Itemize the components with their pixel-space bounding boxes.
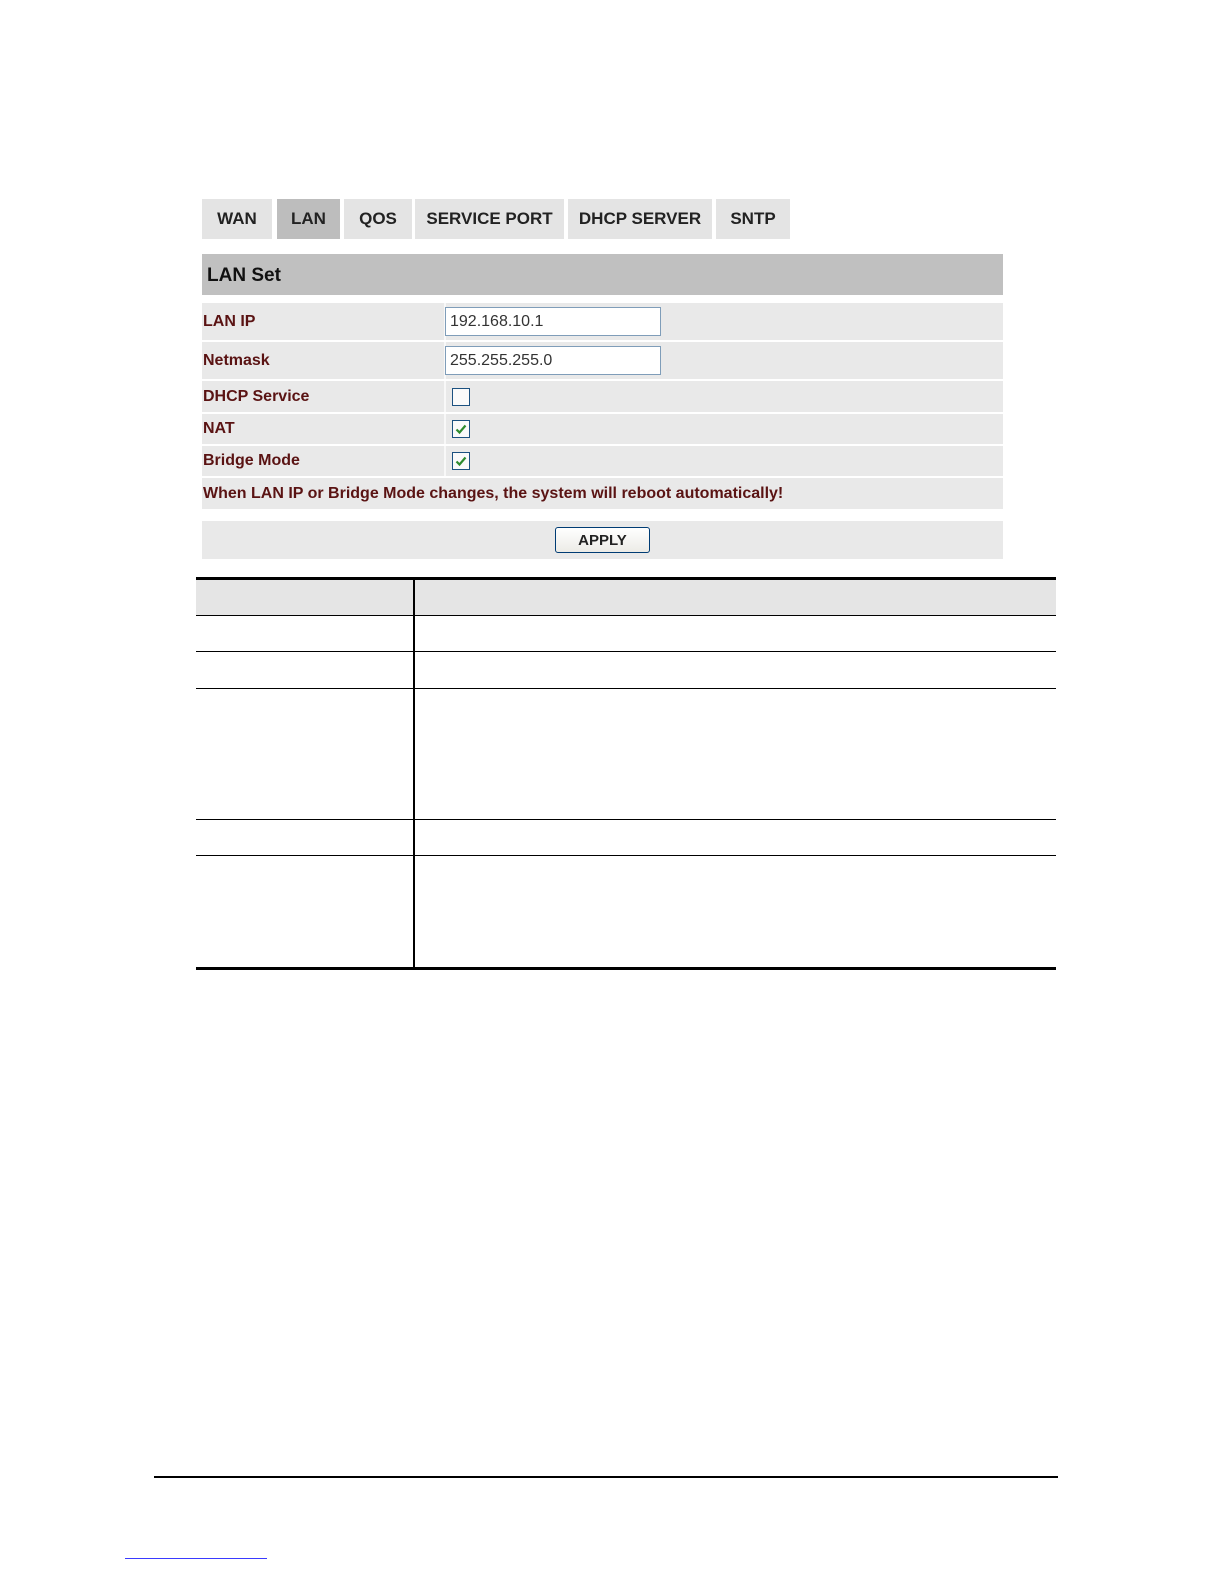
dhcp-service-label: DHCP Service — [202, 381, 446, 412]
tab-wan[interactable]: WAN — [202, 199, 272, 239]
dhcp-service-checkbox[interactable] — [452, 388, 470, 406]
dhcp-service-row — [202, 381, 1003, 412]
table-divider — [196, 819, 1056, 820]
bridge-mode-row — [202, 446, 1003, 476]
description-table — [196, 577, 1056, 970]
lan-ip-row — [202, 303, 1003, 340]
netmask-input[interactable] — [445, 346, 661, 375]
table-divider — [196, 855, 1056, 856]
apply-button[interactable]: APPLY — [555, 527, 650, 553]
tab-sntp[interactable]: SNTP — [716, 199, 790, 239]
tab-lan[interactable]: LAN — [277, 199, 340, 239]
footer-link-underline[interactable] — [125, 1558, 267, 1559]
table-divider — [196, 615, 1056, 616]
lan-ip-label: LAN IP — [202, 303, 446, 340]
table-column-divider — [413, 577, 415, 970]
netmask-row — [202, 342, 1003, 379]
table-bottom-border — [196, 967, 1056, 970]
reboot-warning: When LAN IP or Bridge Mode changes, the system will reboot automatically! — [202, 478, 1003, 509]
table-header — [196, 577, 1056, 615]
apply-row — [202, 521, 1003, 559]
bridge-mode-checkbox[interactable] — [452, 452, 470, 470]
check-mark-icon — [454, 422, 468, 436]
table-divider — [196, 688, 1056, 689]
nat-row — [202, 414, 1003, 444]
table-divider — [196, 651, 1056, 652]
tab-service-port[interactable]: SERVICE PORT — [415, 199, 564, 239]
bridge-mode-label: Bridge Mode — [202, 446, 446, 476]
nat-checkbox[interactable] — [452, 420, 470, 438]
netmask-label: Netmask — [202, 342, 446, 379]
nat-label: NAT — [202, 414, 446, 444]
tab-dhcp-server[interactable]: DHCP SERVER — [568, 199, 712, 239]
tab-qos[interactable]: QOS — [344, 199, 412, 239]
footer-rule — [154, 1476, 1058, 1478]
lan-ip-input[interactable] — [445, 307, 661, 336]
check-mark-icon — [454, 454, 468, 468]
panel-title: LAN Set — [202, 254, 1003, 295]
